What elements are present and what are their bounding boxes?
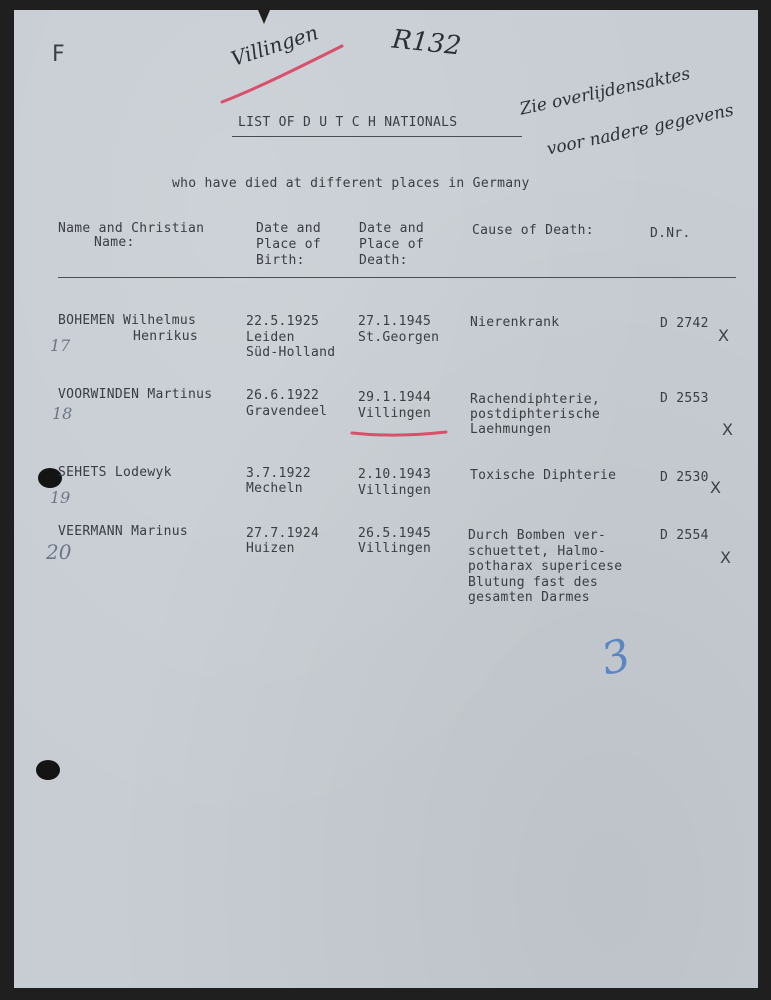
row-dnr: D 2553 — [660, 391, 709, 406]
row-cause-line: Durch Bomben ver- — [468, 528, 607, 543]
header-rule — [58, 277, 736, 278]
row-name: SEHETS Lodewyk — [58, 465, 172, 480]
row-death-date: 26.5.1945 — [358, 526, 432, 541]
row-birth-date: 3.7.1922 — [246, 466, 312, 481]
punch-hole-lower — [36, 760, 60, 780]
row-name: BOHEMEN Wilhelmus — [58, 313, 197, 328]
row-margin-number: 17 — [50, 336, 71, 355]
row-check-mark: X — [720, 548, 731, 567]
row-death-date: 2.10.1943 — [358, 467, 432, 482]
row-death-date: 29.1.1944 — [358, 390, 432, 405]
col-cause: Cause of Death: — [472, 223, 594, 238]
page-subtitle: who have died at different places in Germany — [172, 176, 530, 191]
page-title: LIST OF D U T C H NATIONALS — [238, 115, 458, 130]
col-dnr: D.Nr. — [650, 226, 691, 241]
corner-letter: F — [52, 42, 65, 67]
row-dnr: D 2742 — [660, 316, 709, 331]
col-birth-line-3: Birth: — [256, 253, 305, 268]
red-underline-villingen — [218, 40, 348, 110]
title-underline — [232, 136, 522, 137]
row-death-place: Villingen — [358, 406, 432, 421]
row-dnr: D 2530 — [660, 470, 709, 485]
document-sheet — [14, 10, 758, 988]
row-check-mark: X — [710, 478, 721, 497]
row-margin-number: 18 — [52, 404, 73, 423]
row-margin-number: 20 — [46, 540, 72, 564]
handwritten-place: Villingen — [228, 20, 322, 71]
dutch-note-line-2: voor nadere gegevens — [545, 100, 736, 160]
blue-pencil-mark: 3 — [596, 629, 636, 686]
dutch-note-line-1: Zie overlijdensaktes — [518, 63, 692, 120]
row-birth-place: Huizen — [246, 541, 295, 556]
row-check-mark: X — [718, 326, 729, 345]
row-name-cont: Henrikus — [133, 329, 199, 344]
row-birth-date: 26.6.1922 — [246, 388, 320, 403]
row-cause-line: gesamten Darmes — [468, 590, 590, 605]
row-cause-line: Nierenkrank — [470, 315, 560, 330]
row-death-place: St.Georgen — [358, 330, 440, 345]
row-death-date: 27.1.1945 — [358, 314, 432, 329]
row-dnr: D 2554 — [660, 528, 709, 543]
row-margin-number: 19 — [50, 488, 71, 507]
row-cause-line: Blutung fast des — [468, 575, 599, 590]
file-reference: R132 — [390, 24, 463, 62]
col-death-line-3: Death: — [359, 253, 408, 268]
row-cause-line: Laehmungen — [470, 422, 552, 437]
row-birth-place: Mecheln — [246, 481, 303, 496]
col-name-line-1: Name and Christian — [58, 221, 205, 236]
row-birth-date: 27.7.1924 — [246, 526, 320, 541]
row-birth-date: 22.5.1925 — [246, 314, 320, 329]
row-cause-line: Toxische Diphterie — [470, 468, 617, 483]
row-cause-line: Rachendiphterie, — [470, 392, 601, 407]
row-check-mark: X — [722, 420, 733, 439]
row-death-place: Villingen — [358, 483, 432, 498]
col-birth-line-2: Place of — [256, 237, 322, 252]
row-cause-line: potharax supericese — [468, 559, 623, 574]
row-name: VOORWINDEN Martinus — [58, 387, 213, 402]
col-death-line-1: Date and — [359, 221, 425, 236]
col-death-line-2: Place of — [359, 237, 425, 252]
row-cause-line: schuettet, Halmo- — [468, 544, 607, 559]
col-name-line-2: Name: — [94, 235, 135, 250]
row-birth-place: Gravendeel — [246, 404, 328, 419]
row-birth-place: Leiden — [246, 330, 295, 345]
col-birth-line-1: Date and — [256, 221, 322, 236]
page-tear — [258, 10, 270, 24]
row-death-place: Villingen — [358, 541, 432, 556]
row-name: VEERMANN Marinus — [58, 524, 189, 539]
row-cause-line: postdiphterische — [470, 407, 601, 422]
row-birth-place-cont: Süd-Holland — [246, 345, 336, 360]
red-underline-death-date — [350, 428, 450, 440]
